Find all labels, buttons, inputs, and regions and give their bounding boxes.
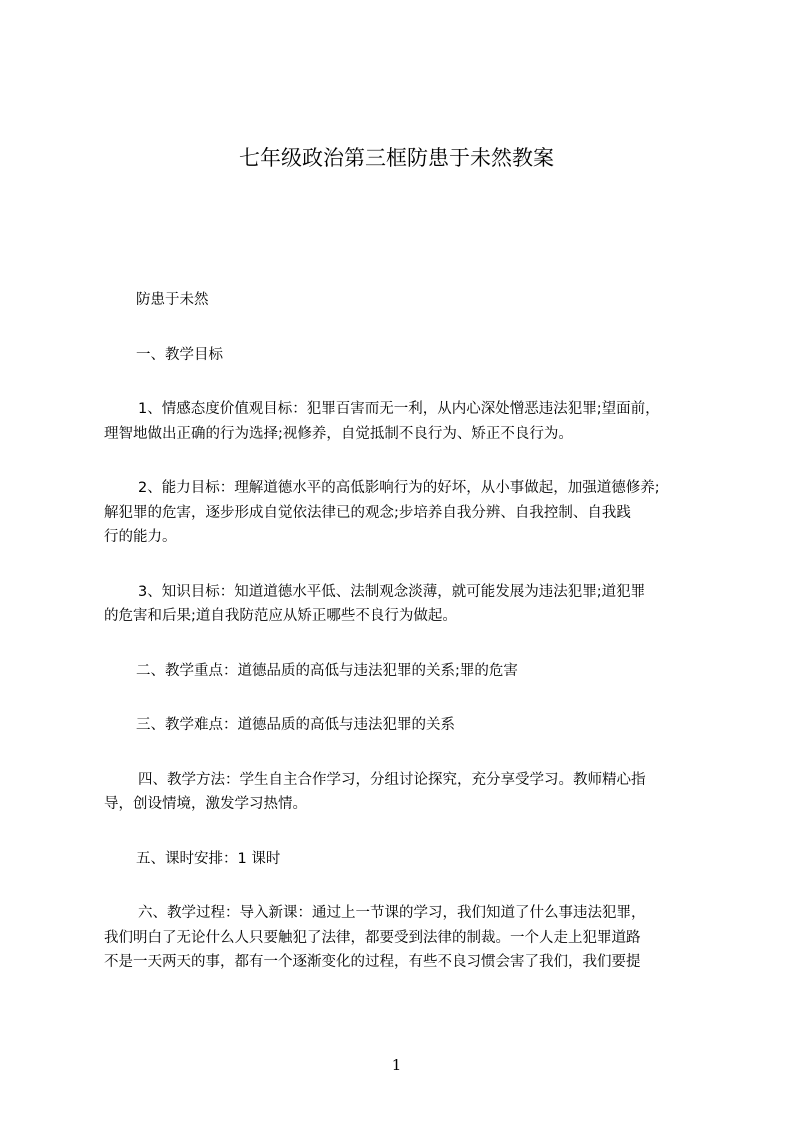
paragraph-process	[104, 901, 704, 975]
text-line: 二、教学重点：道德品质的高低与违法犯罪的关系;罪的危害	[136, 662, 518, 679]
text-line: 五、课时安排：1 课时	[136, 850, 281, 867]
text-line: 三、教学难点：道德品质的高低与违法犯罪的关系	[136, 717, 455, 733]
text-line: 1、情感态度价值观目标：犯罪百害而无一利，从内心深处憎恶违法犯罪;望面前，	[138, 401, 660, 417]
text-line: 一、教学目标	[136, 346, 223, 363]
paragraph-section-objectives	[104, 343, 704, 368]
document-title: 七年级政治第三框防患于未然教案	[239, 146, 554, 170]
text-line: 解犯罪的危害，逐步形成自觉依法律已的观念;步培养自我分辨、自我控制、自我践	[104, 504, 631, 521]
text-line: 理智地做出正确的行为选择;视修养，自觉抵制不良行为、矫正不良行为。	[104, 425, 573, 442]
paragraph-key-points	[104, 659, 704, 684]
text-line: 我们明白了无论什么人只要触犯了法律，都要受到法律的制裁。一个人走上犯罪道路	[104, 929, 641, 946]
text-line: 3、知识目标：知道道德水平低、法制观念淡薄，就可能发展为违法犯罪;道犯罪	[138, 583, 646, 600]
document-body	[104, 288, 704, 1005]
text-line: 行的能力。	[104, 529, 177, 545]
paragraph-objective-2	[104, 476, 704, 550]
paragraph-difficulties	[104, 713, 704, 738]
paragraph-objective-3	[104, 580, 704, 629]
text-line: 导，创设情境，激发学习热情。	[104, 796, 307, 812]
page-number: 1	[391, 1056, 402, 1074]
paragraph-subtitle	[104, 288, 704, 313]
text-line: 防患于未然	[136, 292, 209, 308]
text-line: 六、教学过程：导入新课：通过上一节课的学习，我们知道了什么事违法犯罪，	[138, 905, 646, 921]
text-line: 不是一天两天的事，都有一个逐渐变化的过程，有些不良习惯会害了我们，我们要提	[104, 954, 641, 970]
text-line: 四、教学方法：学生自主合作学习，分组讨论探究，充分享受学习。教师精心指	[138, 771, 646, 788]
paragraph-methods	[104, 768, 704, 817]
text-line: 的危害和后果;道自我防范应从矫正哪些不良行为做起。	[104, 608, 457, 624]
paragraph-schedule	[104, 847, 704, 872]
paragraph-objective-1	[104, 397, 704, 446]
text-line: 2、能力目标：理解道德水平的高低影响行为的好坏，从小事做起，加强道德修养;	[138, 480, 660, 496]
